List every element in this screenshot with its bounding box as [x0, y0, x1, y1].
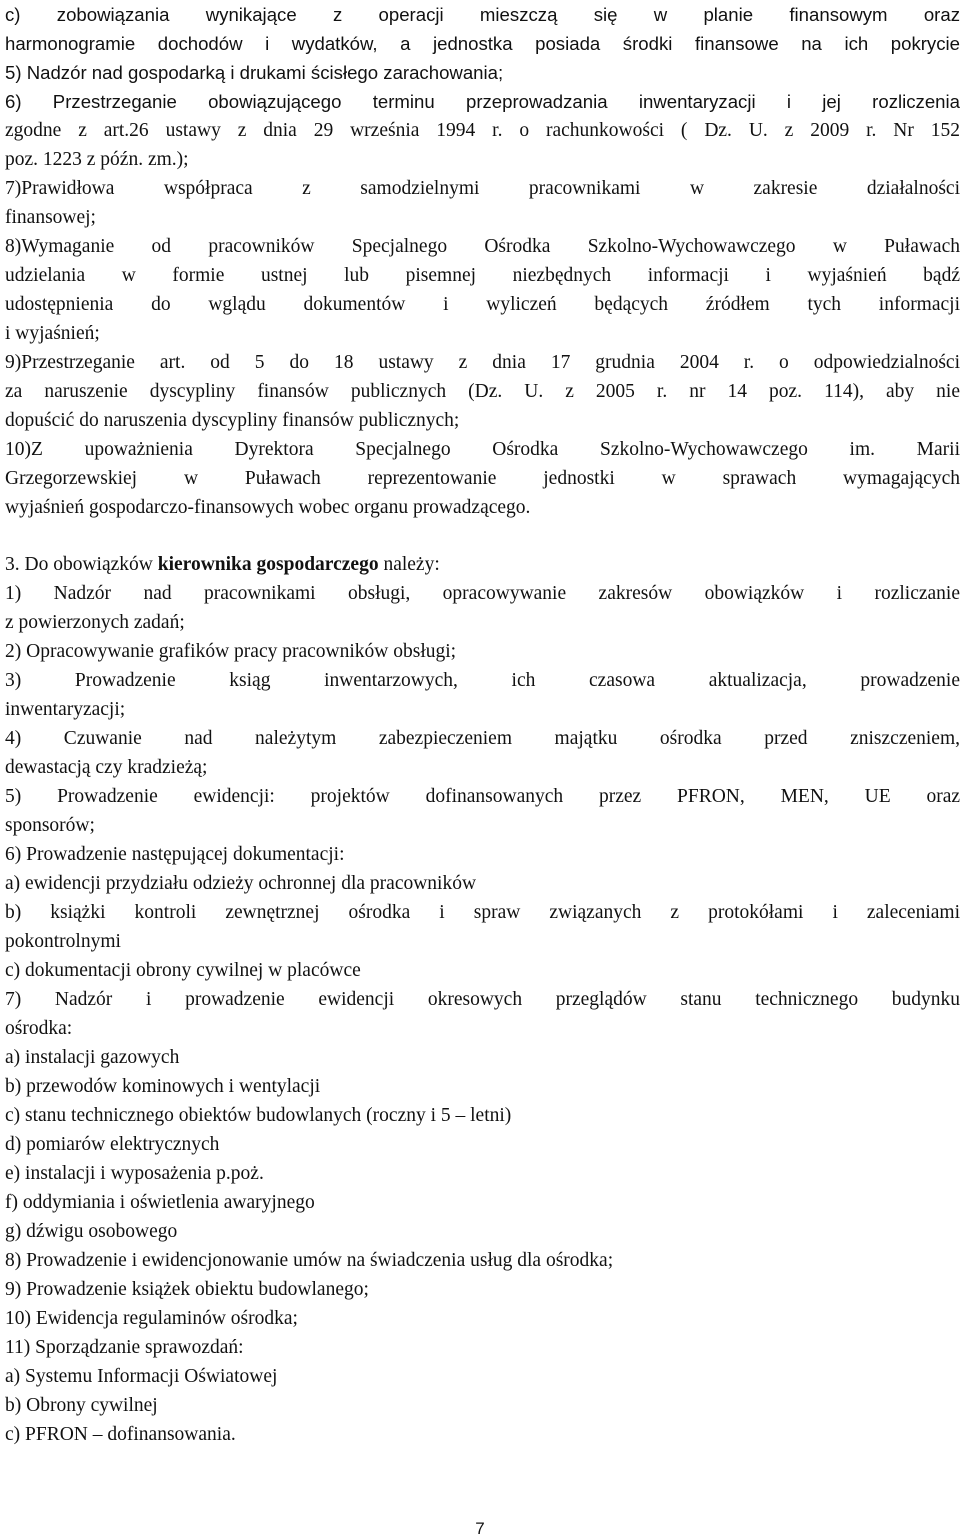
list-line: z powierzonych zadań;	[5, 612, 185, 633]
text-line: poz. 1223 z późn. zm.);	[5, 149, 189, 170]
list-line: pokontrolnymi	[5, 931, 121, 952]
text-line: zgodne z art.26 ustawy z dnia 29 września 1994 r. o rachunkowości ( Dz. U. z 2009 r. Nr 152	[5, 120, 960, 141]
list-line: d) pomiarów elektrycznych	[5, 1134, 220, 1155]
text-line: udostępnienia do wglądu dokumentów i wyliczeń będących źródłem tych informacji	[5, 294, 960, 315]
list-line: 4) Czuwanie nad należytym zabezpieczeniem majątku ośrodka przed zniszczeniem,	[5, 728, 960, 749]
list-line: 9) Prowadzenie książek obiektu budowlanego;	[5, 1279, 369, 1300]
section-heading-bold: kierownika gospodarczego	[157, 554, 379, 575]
list-line: 2) Opracowywanie grafików pracy pracowników obsługi;	[5, 641, 457, 662]
list-line: inwentaryzacji;	[5, 699, 126, 720]
list-line: c) stanu technicznego obiektów budowlanych (roczny i 5 – letni)	[5, 1105, 512, 1126]
list-line: e) instalacji i wyposażenia p.poż.	[5, 1163, 264, 1184]
section-heading-suffix: należy:	[378, 554, 440, 575]
list-line: sponsorów;	[5, 815, 95, 836]
text-line: dopuścić do naruszenia dyscypliny finansów publicznych;	[5, 410, 460, 431]
list-line: 5) Prowadzenie ewidencji: projektów dofinansowanych przez PFRON, MEN, UE oraz	[5, 786, 960, 807]
text-line: harmonogramie dochodów i wydatków, a jednostka posiada środki finansowe na ich pokrycie	[5, 33, 960, 54]
list-line: 1) Nadzór nad pracownikami obsługi, opracowywanie zakresów obowiązków i rozliczanie	[5, 583, 960, 604]
text-line: wyjaśnień gospodarczo-finansowych wobec organu prowadzącego.	[5, 497, 531, 518]
section-heading	[5, 550, 960, 579]
text-line: 5) Nadzór nad gospodarką i drukami ścisłego zarachowania;	[5, 62, 504, 83]
text-line: za naruszenie dyscypliny finansów publicznych (Dz. U. z 2005 r. nr 14 poz. 114), aby nie	[5, 381, 960, 402]
section-heading-prefix: 3. Do obowiązków	[5, 554, 158, 575]
list-line: a) ewidencji przydziału odzieży ochronnej dla pracowników	[5, 873, 477, 894]
list-line: b) Obrony cywilnej	[5, 1395, 158, 1416]
list-line: b) przewodów kominowych i wentylacji	[5, 1076, 321, 1097]
list-line: b) książki kontroli zewnętrznej ośrodka i spraw związanych z protokółami i zaleceniami	[5, 902, 960, 923]
list-line: 8) Prowadzenie i ewidencjonowanie umów na świadczenia usług dla ośrodka;	[5, 1250, 614, 1271]
text-line: 8)Wymaganie od pracowników Specjalnego Ośrodka Szkolno-Wychowawczego w Puławach	[5, 236, 960, 257]
text-line: 9)Przestrzeganie art. od 5 do 18 ustawy z dnia 17 grudnia 2004 r. o odpowiedzialności	[5, 352, 960, 373]
list-line: 3) Prowadzenie ksiąg inwentarzowych, ich czasowa aktualizacja, prowadzenie	[5, 670, 960, 691]
list-line: 7) Nadzór i prowadzenie ewidencji okresowych przeglądów stanu technicznego budynku	[5, 989, 960, 1010]
page-number: 7	[475, 1519, 485, 1538]
text-line: Grzegorzewskiej w Puławach reprezentowanie jednostki w sprawach wymagających	[5, 468, 960, 489]
text-line: i wyjaśnień;	[5, 323, 100, 344]
list-line: 10) Ewidencja regulaminów ośrodka;	[5, 1308, 298, 1329]
text-line: finansowej;	[5, 207, 96, 228]
list-line: c) PFRON – dofinansowania.	[5, 1424, 236, 1445]
list-line: 11) Sporządzanie sprawozdań:	[5, 1337, 244, 1358]
text-line: udzielania w formie ustnej lub pisemnej niezbędnych informacji i wyjaśnień bądź	[5, 265, 960, 286]
list-line: dewastacją czy kradzieżą;	[5, 757, 208, 778]
list-line: f) oddymiania i oświetlenia awaryjnego	[5, 1192, 315, 1213]
text-line: c) zobowiązania wynikające z operacji mieszczą się w planie finansowym oraz	[5, 4, 960, 25]
list-line: a) Systemu Informacji Oświatowej	[5, 1366, 278, 1387]
text-line: 10)Z upoważnienia Dyrektora Specjalnego Ośrodka Szkolno-Wychowawczego im. Marii	[5, 439, 960, 460]
list-line: c) dokumentacji obrony cywilnej w placówce	[5, 960, 361, 981]
list-line: ośrodka:	[5, 1018, 73, 1039]
text-line: 7)Prawidłowa współpraca z samodzielnymi pracownikami w zakresie działalności	[5, 178, 960, 199]
list-line: g) dźwigu osobowego	[5, 1221, 178, 1242]
list-line: a) instalacji gazowych	[5, 1047, 180, 1068]
list-line: 6) Prowadzenie następującej dokumentacji:	[5, 844, 345, 865]
text-line: 6) Przestrzeganie obowiązującego terminu przeprowadzania inwentaryzacji i jej rozliczenia	[5, 91, 960, 112]
